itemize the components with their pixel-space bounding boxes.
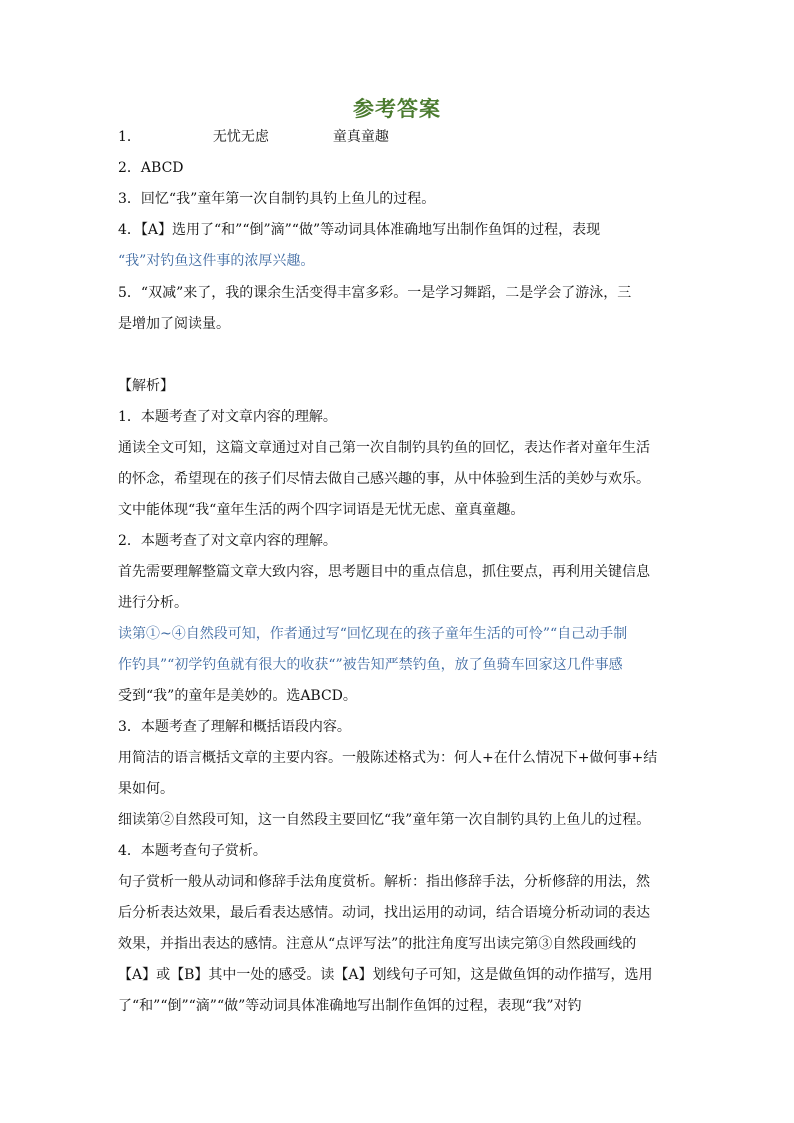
page-title: 参考答案 <box>353 96 441 121</box>
analysis-line: 通读全文可知，这篇文章通过对自己第一次自制钓具钓鱼的回忆，表达作者对童年生活 <box>118 440 650 456</box>
analysis-line: 读第①~④自然段可知，作者通过写“回忆现在的孩子童年生活的可怜”“自己动手制 <box>118 626 628 642</box>
analysis-line: 效果，并指出表达的感情。注意从“点评写法”的批注角度写出读完第③自然段画线的 <box>118 936 637 952</box>
analysis-line: 受到“我”的童年是美妙的。选ABCD。 <box>118 688 357 704</box>
answer-1-word-2: 童真童趣 <box>332 129 389 145</box>
answer-4-line-1: 4．【A】选用了“和”“倒”滴”“做”等动词具体准确地写出制作鱼饵的过程，表现 <box>118 222 601 238</box>
analysis-line: 用简洁的语言概括文章的主要内容。一般陈述格式为：何人+在什么情况下+做何事+结 <box>118 750 658 766</box>
answer-1-number: 1． <box>118 129 141 145</box>
answer-1-word-1: 无忧无虑 <box>212 129 269 145</box>
analysis-heading: 【解析】 <box>118 378 174 394</box>
analysis-line: 3．本题考查了理解和概括语段内容。 <box>118 719 351 735</box>
analysis-line: 细读第②自然段可知，这一自然段主要回忆“我”童年第一次自制钓具钓上鱼儿的过程。 <box>118 812 651 828</box>
analysis-line: 句子赏析一般从动词和修辞手法角度赏析。解析：指出修辞手法，分析修辞的用法，然 <box>118 874 650 890</box>
analysis-line: 的怀念，希望现在的孩子们尽情去做自己感兴趣的事，从中体验到生活的美妙与欢乐。 <box>118 471 650 487</box>
analysis-line: 作钓具”“初学钓鱼就有很大的收获“”被告知严禁钓鱼，放了鱼骑车回家这几件事感 <box>118 657 623 673</box>
analysis-line: 首先需要理解整篇文章大致内容，思考题目中的重点信息，抓住要点，再利用关键信息 <box>118 564 650 580</box>
answer-1 <box>118 127 389 147</box>
analysis-line: 文中能体现“我“童年生活的两个四字词语是无忧无虑、童真童趣。 <box>118 502 525 518</box>
analysis-line: 2．本题考查了对文章内容的理解。 <box>118 533 337 549</box>
answer-2: 2．ABCD <box>118 160 184 176</box>
answer-4-line-2: “我”对钓鱼这件事的浓厚兴趣。 <box>118 253 315 269</box>
analysis-line: 果如何。 <box>118 781 174 797</box>
analysis-line: 1．本题考查了对文章内容的理解。 <box>118 409 337 425</box>
analysis-line: 了“和”“倒”“滴”“做”等动词具体准确地写出制作鱼饵的过程，表现“我”对钓 <box>118 998 582 1014</box>
answer-5-line-2: 是增加了阅读量。 <box>118 316 230 332</box>
answer-5-line-1: 5．“双减”来了，我的课余生活变得丰富多彩。一是学习舞蹈，二是学会了游泳，三 <box>118 285 632 301</box>
analysis-line: 进行分析。 <box>118 595 188 611</box>
analysis-line: 【A】或【B】其中一处的感受。读【A】划线句子可知，这是做鱼饵的动作描写，选用 <box>118 967 653 983</box>
analysis-line: 后分析表达效果，最后看表达感情。动词，找出运用的动词，结合语境分析动词的表达 <box>118 905 650 921</box>
answer-3: 3．回忆“我”童年第一次自制钓具钓上鱼儿的过程。 <box>118 191 436 207</box>
analysis-line: 4．本题考查句子赏析。 <box>118 843 267 859</box>
